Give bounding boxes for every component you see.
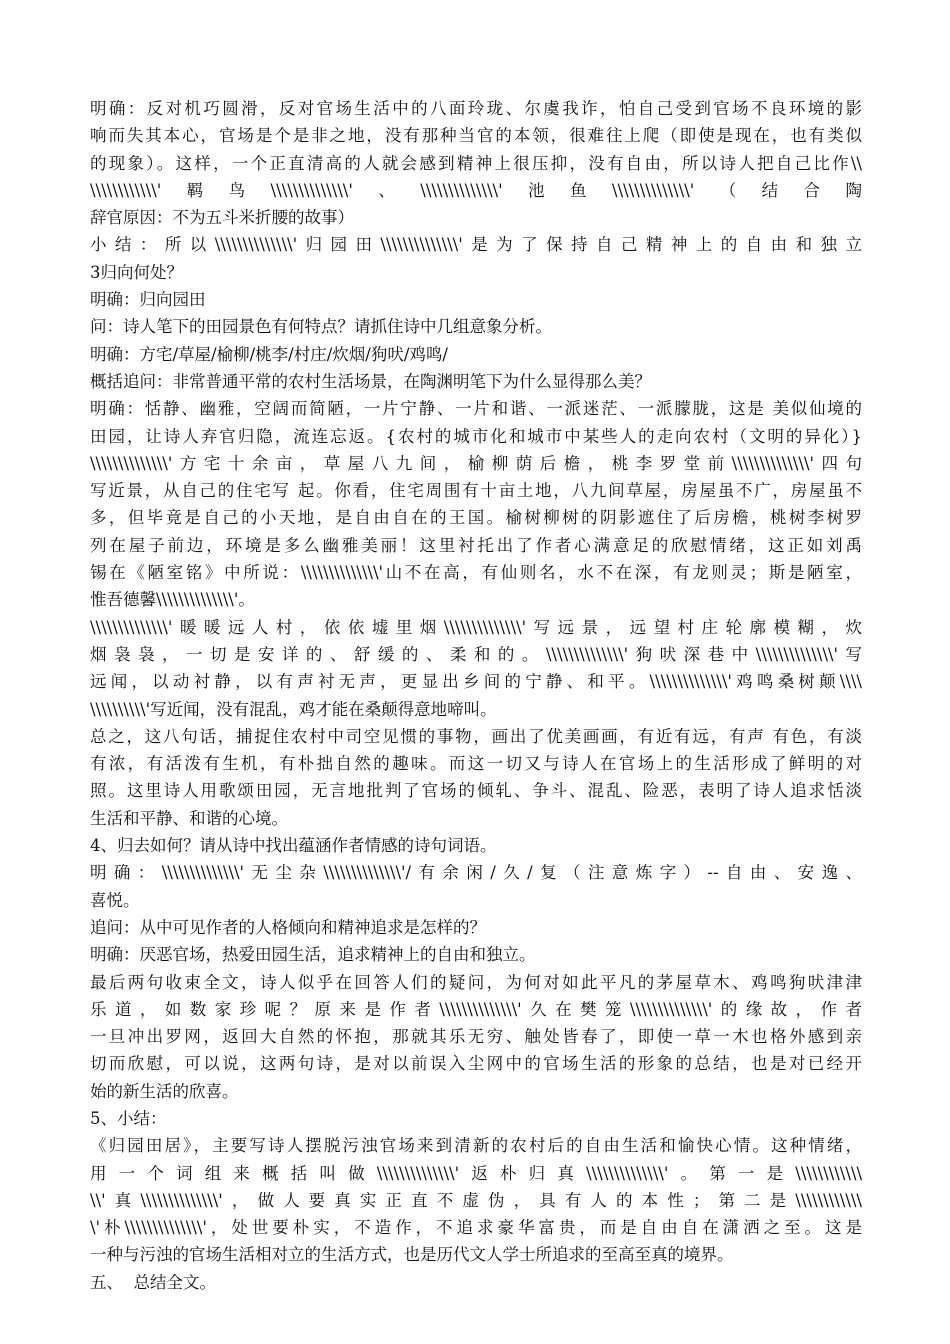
text-line: \\\\\\\\\\\\\\'暖暖远人村，依依墟里烟\\\\\\\\\\\\\\'写远景，远望村庄轮廓模糊，炊 [90, 617, 862, 637]
text-line: 生活和平静、和谐的心境。 [90, 808, 288, 828]
text-line: 惟吾德馨\\\\\\\\\\\\\\'。 [90, 590, 255, 610]
text-line: 3归向何处？ [90, 262, 183, 282]
text-line: \\\\\\\\\\\\\\'方宅十余亩，草屋八九间，榆柳荫后檐，桃李罗堂前\\\\\\\\\\\\\\'四句 [90, 453, 862, 473]
text-line: 照。这里诗人用歌颂田园，无言地批判了官场的倾轧、争斗、混乱、险恶，表明了诗人追求恬淡 [90, 781, 862, 801]
text-line: 响而失其本心，官场是个是非之地，没有那种当官的本领，很难往上爬（即使是现在，也有类似 [90, 126, 862, 146]
text-line: 多，但毕竟是自己的小天地，是自由自在的王国。榆树柳树的阴影遮住了后房檐，桃树李树罗 [90, 508, 862, 528]
text-line: \\\\\\\\\\'写近闻，没有混乱，鸡才能在桑颠得意地啼叫。 [90, 699, 497, 719]
text-line: 烟袅袅，一切是安详的、舒缓的、柔和的。\\\\\\\\\\\\\\'狗吠深巷中\\\\\\\\\\\\\\'写 [90, 644, 862, 664]
text-line: 的现象）。这样，一个正直清高的人就会感到精神上很压抑，没有自由，所以诗人把自己比作\\ [90, 153, 862, 173]
text-line: 用一个词组来概括叫做\\\\\\\\\\\\\\'返朴归真\\\\\\\\\\\\\\'。第一是\\\\\\\\\\\\ [90, 1163, 862, 1183]
text-line: 田园，让诗人弃官归隐，流连忘返。{农村的城市化和城市中某些人的走向农村（文明的异化）} [90, 426, 862, 446]
text-line: 总之，这八句话，捕捉住农村中司空见惯的事物，画出了优美画画，有近有远，有声 有色，有淡 [90, 726, 862, 746]
text-line: 有浓，有活泼有生机，有朴拙自然的趣味。而这一切又与诗人在官场上的生活形成了鲜明的对 [90, 754, 862, 774]
text-line: 明确：方宅/草屋/榆柳/桃李/村庄/炊烟/狗吠/鸡鸣/ [90, 344, 448, 364]
text-line: 最后两句收束全文，诗人似乎在回答人们的疑问，为何对如此平凡的茅屋草木、鸡鸣狗吠津津 [90, 972, 862, 992]
text-line: 始的新生活的欣喜。 [90, 1081, 239, 1101]
text-line: 辞官原因：不为五斗米折腰的故事） [90, 208, 354, 228]
text-line: 乐道，如数家珍呢？原来是作者\\\\\\\\\\\\\\'久在樊笼\\\\\\\\\\\\\\'的缘故，作者 [90, 999, 862, 1019]
text-line: 一旦冲出罗网，返回大自然的怀抱，那就其乐无穷、触处皆春了，即使一草一木也格外感到亲 [90, 1027, 862, 1047]
text-line: 远闻，以动衬静，以有声衬无声，更显出乡间的宁静、和平。\\\\\\\\\\\\\\'鸡鸣桑树颠\\\\ [90, 672, 862, 692]
text-line: 概括追问：非常普通平常的农村生活场景，在陶渊明笔下为什么显得那么美？ [90, 371, 651, 391]
text-line: \\'真\\\\\\\\\\\\\\'，做人要真实正直不虚伪，具有人的本性；第二是\\\\\\\\\\\\ [90, 1190, 862, 1210]
text-line: 切而欣慰，可以说，这两句诗，是对以前误入尘网中的官场生活的形象的总结，也是对已经开 [90, 1054, 862, 1074]
text-line: 《归园田居》，主要写诗人摆脱污浊官场来到清新的农村后的自由生活和愉快心情。这种情绪， [90, 1136, 862, 1156]
text-line: 五、 总结全文。 [90, 1272, 216, 1292]
text-line: 明确：\\\\\\\\\\\\\\'无尘杂\\\\\\\\\\\\\\'/有余闲/久/复（注意炼字）--自由、安逸、 [90, 863, 862, 883]
text-line: 列在屋子前边，环境是多么幽雅美丽！这里衬托出了作者心满意足的欣慰情绪，这正如刘禹 [90, 535, 862, 555]
text-line: 明确：恬静、幽雅，空阔而简陋，一片宁静、一片和谐、一派迷茫、一派朦胧，这是 美似仙境的 [90, 399, 862, 419]
text-line: 写近景，从自己的住宅写 起。你看，住宅周围有十亩土地，八九间草屋，房屋虽不广，房屋虽不 [90, 481, 862, 501]
text-line: 锡在《陋室铭》中所说：\\\\\\\\\\\\\\'山不在高，有仙则名，水不在深，有龙则灵；斯是陋室， [90, 563, 862, 583]
document-page [90, 95, 862, 1296]
text-line: \'朴\\\\\\\\\\\\\\'，处世要朴实，不造作，不追求豪华富贵，而是自由自在潇洒之至。这是 [90, 1218, 862, 1238]
text-line: 喜悦。 [90, 890, 140, 910]
text-line: 5、小结： [90, 1108, 167, 1128]
text-line: 明确：反对机巧圆滑，反对官场生活中的八面玲珑、尔虞我诈，怕自己受到官场不良环境的影 [90, 99, 862, 118]
text-line: \\\\\\\\\\\\'羁鸟\\\\\\\\\\\\\\'、\\\\\\\\\\\\\\'池鱼\\\\\\\\\\\\\\'（结合陶 [90, 180, 862, 200]
text-line: 4、归去如何？请从诗中找出蕴涵作者情感的诗句词语。 [90, 836, 497, 856]
text-line: 追问：从中可见作者的人格倾向和精神追求是怎样的？ [90, 917, 486, 937]
text-line: 小结：所以\\\\\\\\\\\\\\'归园田\\\\\\\\\\\\\\'是为了保持自己精神上的自由和独立 [90, 235, 862, 255]
text-line: 问：诗人笔下的田园景色有何特点？请抓住诗中几组意象分析。 [90, 317, 552, 337]
text-line: 明确：归向园田 [90, 290, 206, 310]
text-line: 明确：厌恶官场，热爱田园生活，追求精神上的自由和独立。 [90, 945, 536, 965]
text-line: 一种与污浊的官场生活相对立的生活方式，也是历代文人学士所追求的至高至真的境界。 [90, 1245, 734, 1265]
